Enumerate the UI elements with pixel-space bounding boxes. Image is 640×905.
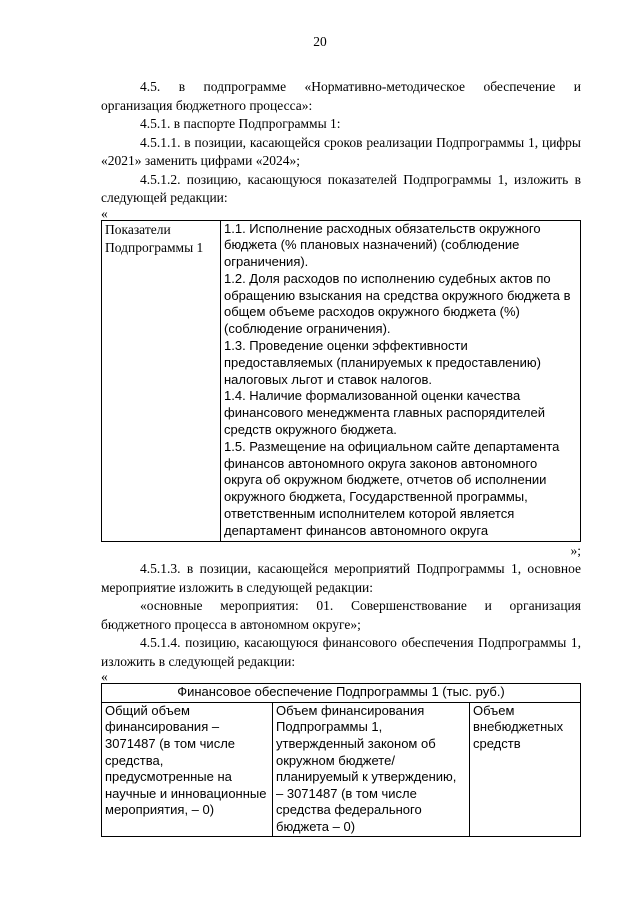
paragraph-4-5-continued: организация бюджетного процесса»:	[101, 97, 313, 113]
indicator-item: 1.5. Размещение на официальном сайте департамента финансов автономного округа законов автономного округа об окружном бюджете, отчетов об исполнении окружного бюджета, Государственной программы, ответственным исполнителем которой является департамент финансов автономного округа	[224, 438, 560, 538]
indicators-label-cell: Показатели Подпрограммы 1	[102, 220, 221, 541]
opening-quote: «	[101, 669, 108, 685]
paragraph-4-5-1-1: 4.5.1.1. в позиции, касающейся сроков реализации Подпрограммы 1, цифры «2021» заменить цифрами «2024»;	[101, 134, 581, 168]
page-number: 20	[313, 34, 327, 49]
indicators-list-cell	[221, 220, 581, 541]
paragraph-4-5: 4.5. в подпрограмме «Нормативно-методическое обеспечение и	[140, 79, 581, 94]
indicators-table	[101, 220, 581, 542]
table-row	[102, 684, 581, 703]
paragraph-4-5-1: 4.5.1. в паспорте Подпрограммы 1:	[140, 116, 341, 131]
finance-header-cell: Финансовое обеспечение Подпрограммы 1 (тыс. руб.)	[102, 684, 581, 703]
finance-table	[101, 683, 581, 837]
total-funding-cell: Общий объем финансирования – 3071487 (в том числе средства, предусмотренные на научные и инновационные мероприятия, – 0)	[102, 702, 273, 837]
extrabudgetary-cell: Объем внебюджетных средств	[470, 702, 581, 837]
indicator-item: 1.3. Проведение оценки эффективности предоставляемых (планируемых к предоставлению) налоговых льгот и ставок налогов.	[224, 338, 541, 387]
table-row	[102, 702, 581, 837]
table-row	[102, 220, 581, 541]
indicator-item: 1.2. Доля расходов по исполнению судебных актов по обращению взыскания на средства окружного бюджета в общем объеме расходов окружного бюджета (%) (соблюдение ограничения).	[224, 270, 571, 337]
paragraph-4-5-1-4: 4.5.1.4. позицию, касающуюся финансового обеспечения Подпрограммы 1, изложить в следующей редакции:	[101, 635, 581, 669]
document-body	[101, 78, 581, 837]
opening-quote: «	[101, 205, 108, 221]
approved-funding-cell: Объем финансирования Подпрограммы 1, утвержденный законом об окружном бюджете/планируемый к утверждению, – 3071487 (в том числе средства федерального бюджета – 0)	[273, 702, 470, 837]
paragraph-4-5-1-3: 4.5.1.3. в позиции, касающейся мероприятий Подпрограммы 1, основное мероприятие изложить в следующей редакции:	[101, 561, 581, 595]
indicator-item: 1.1. Исполнение расходных обязательств окружного бюджета (% плановых назначений) (соблюдение ограничения).	[224, 220, 541, 270]
paragraph-4-5-1-2: 4.5.1.2. позицию, касающуюся показателей Подпрограммы 1, изложить в следующей редакции:	[101, 171, 581, 205]
paragraph-main-activity: «основные мероприятия: 01. Совершенствование и организация бюджетного процесса в автономном округе»;	[101, 598, 581, 632]
closing-quote: »;	[570, 542, 581, 558]
indicator-item: 1.4. Наличие формализованной оценки качества финансового менеджмента главных распорядителей средств окружного бюджета.	[224, 388, 545, 438]
